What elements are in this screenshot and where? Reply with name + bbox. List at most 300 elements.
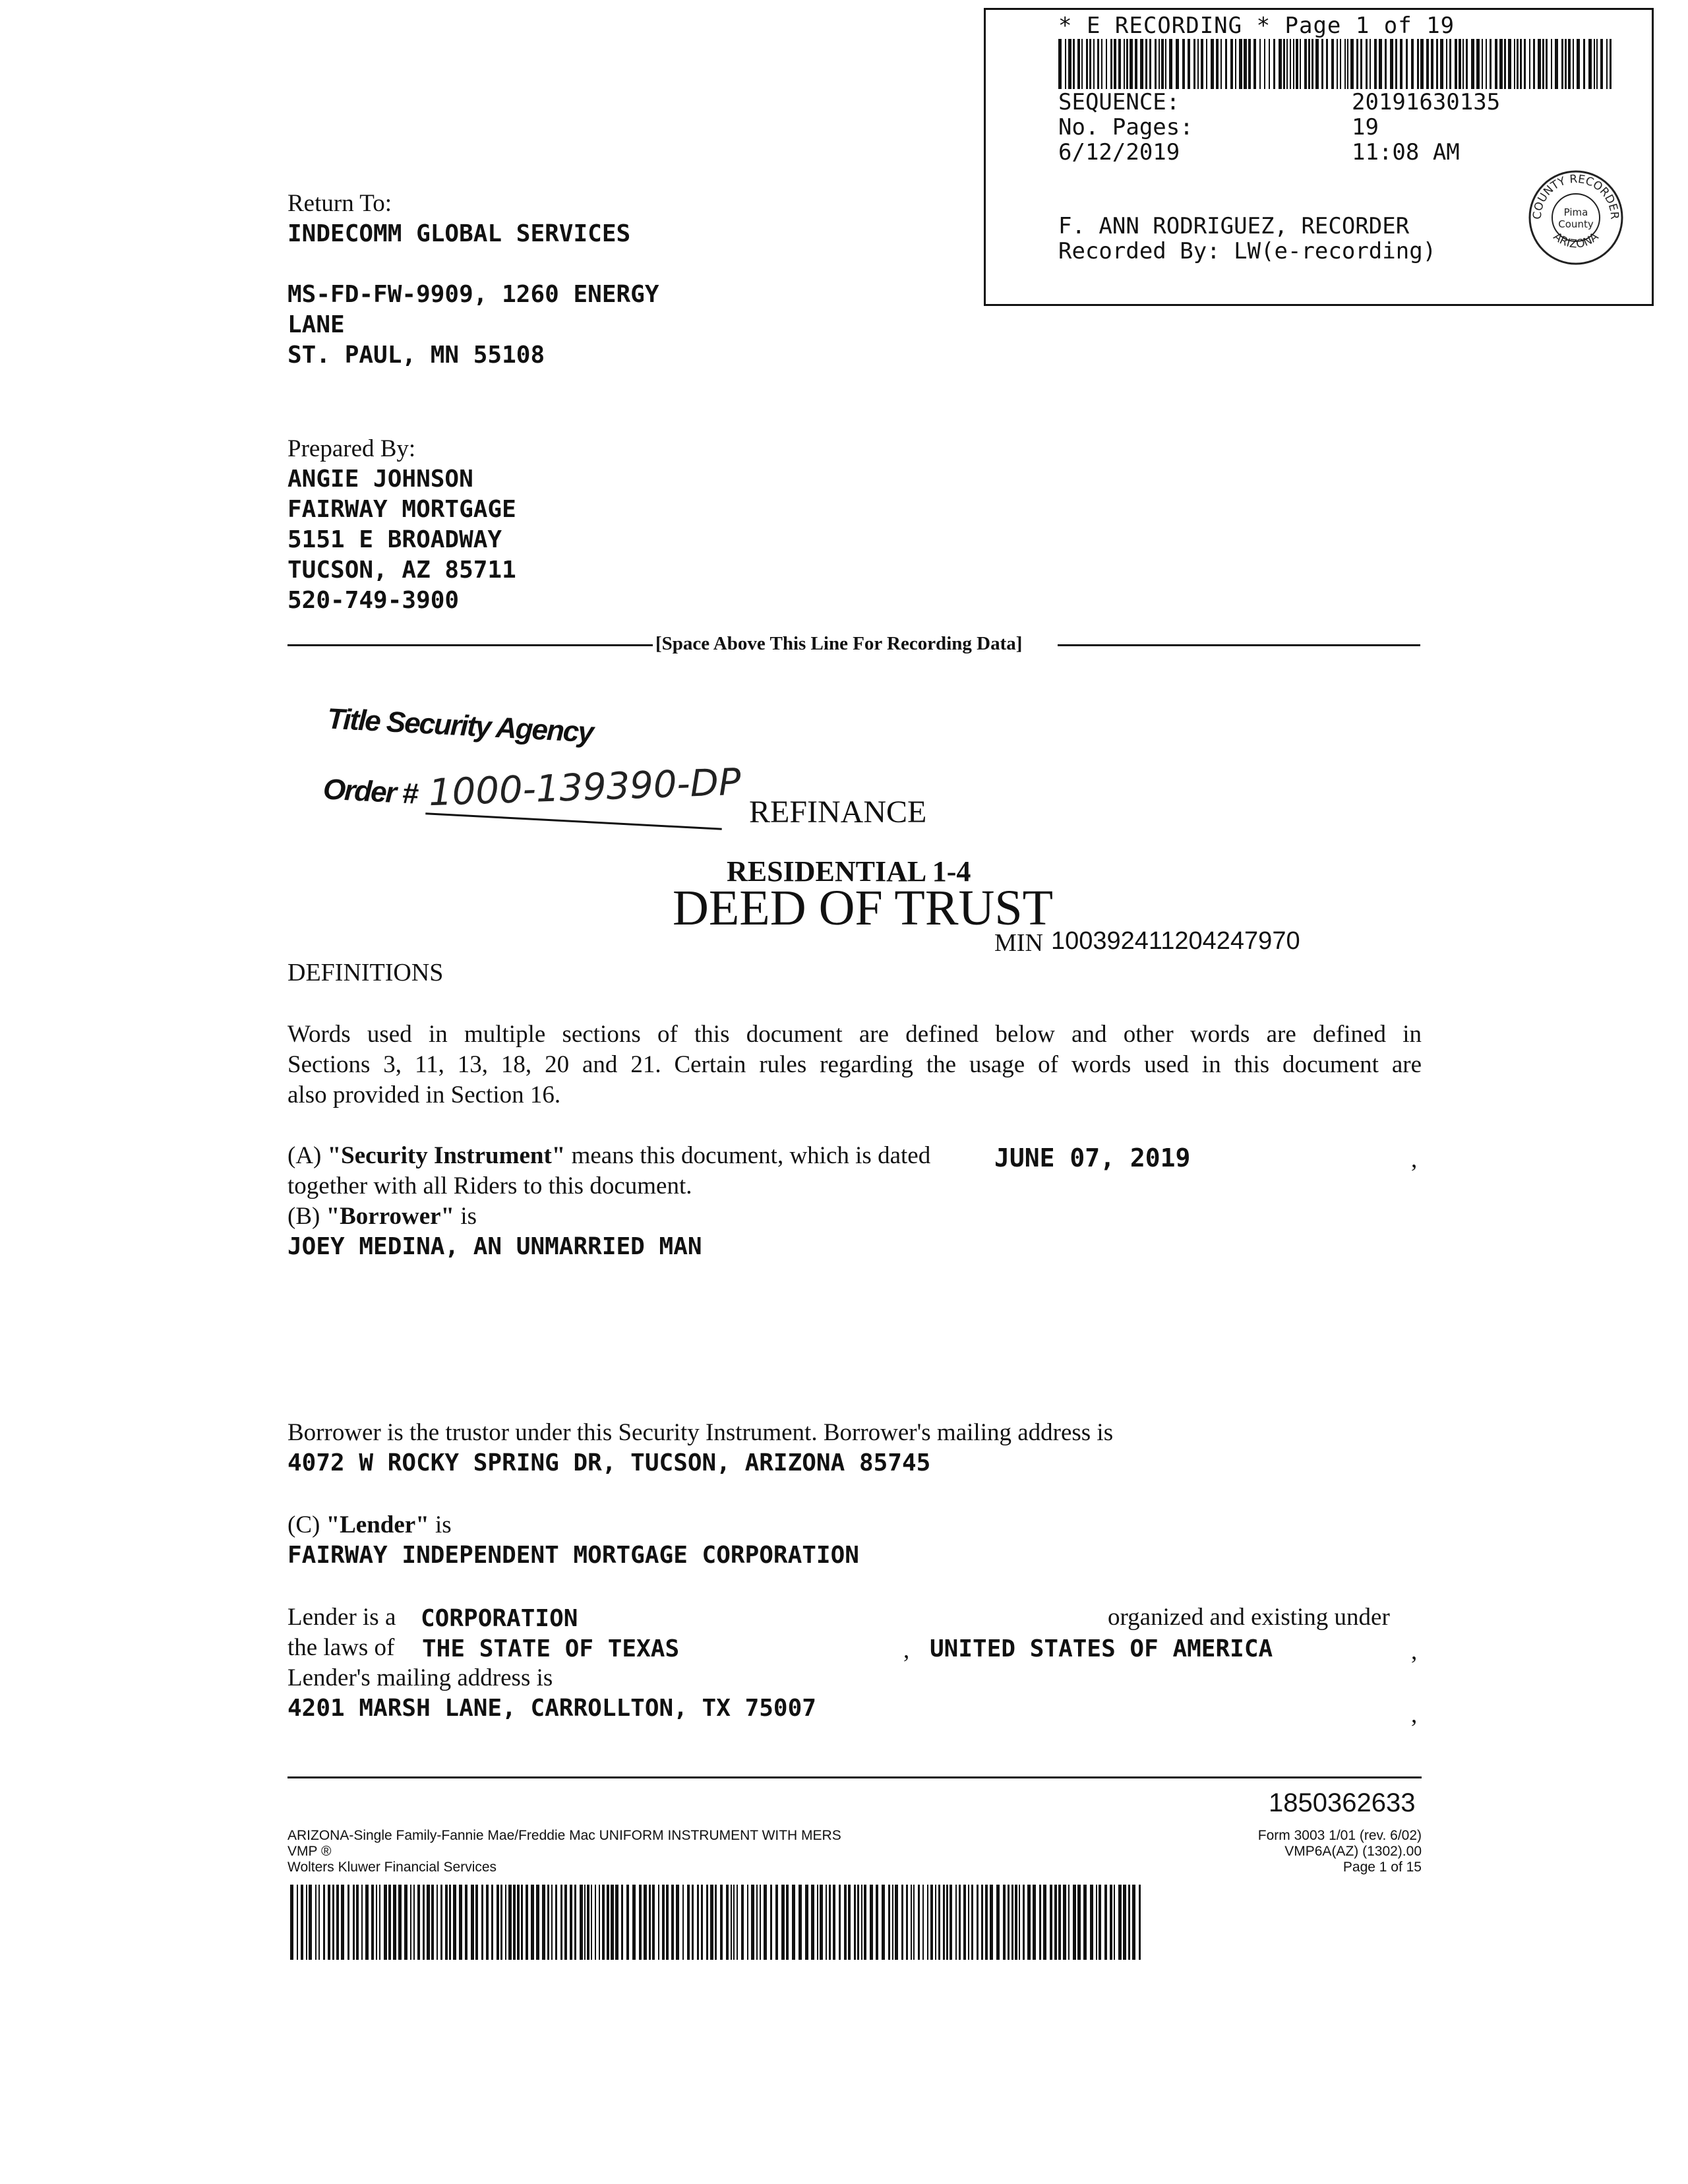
barcode-bar	[1101, 39, 1102, 89]
barcode-bar	[1065, 39, 1066, 89]
lender-address-end-comma: ,	[1411, 1701, 1418, 1728]
barcode-bar	[1253, 39, 1256, 89]
barcode-bar	[445, 1885, 448, 1960]
barcode-bar	[666, 1885, 669, 1960]
lender-country-end-comma: ,	[1411, 1638, 1418, 1665]
barcode-bar	[453, 1885, 456, 1960]
barcode-bar	[564, 1885, 567, 1960]
barcode-bar	[1449, 39, 1451, 89]
barcode-bar	[1610, 39, 1612, 89]
barcode-bar	[621, 1885, 623, 1960]
barcode-bar	[1347, 39, 1348, 89]
barcode-bar	[1482, 39, 1483, 89]
barcode-bar	[1201, 39, 1203, 89]
barcode-bar	[1139, 1885, 1141, 1960]
definitions-intro-2: Sections 3, 11, 13, 18, 20 and 21. Certain rules regarding the usage of words used in this document are	[287, 1051, 1422, 1078]
barcode-bar	[365, 1885, 369, 1960]
barcode-bar	[760, 1885, 761, 1960]
seal-top-text: COUNTY RECORDER	[1530, 172, 1621, 220]
pages-label: No. Pages:	[1058, 114, 1193, 140]
barcode-bar	[536, 1885, 539, 1960]
min-label: MIN	[994, 929, 1043, 957]
barcode-bar	[1011, 1885, 1013, 1960]
barcode-bar	[1308, 39, 1310, 89]
barcode-bar	[1086, 39, 1088, 89]
barcode-bar	[1239, 39, 1242, 89]
barcode-bar	[697, 1885, 699, 1960]
barcode-bar	[1140, 39, 1143, 89]
barcode-bar	[741, 1885, 744, 1960]
barcode-bar	[1097, 39, 1099, 89]
barcode-bar	[1542, 39, 1544, 89]
barcode-bar	[652, 1885, 655, 1960]
barcode-bar	[1089, 39, 1091, 89]
definitions-intro-3: also provided in Section 16.	[287, 1081, 561, 1108]
barcode-bar	[971, 1885, 973, 1960]
barcode-bar	[1573, 39, 1574, 89]
agency-stamp: Title Security Agency	[326, 702, 594, 749]
barcode-bar	[1073, 1885, 1076, 1960]
barcode-bar	[1188, 39, 1190, 89]
prepared-by-line3: 5151 E BROADWAY	[287, 526, 502, 553]
barcode-bar	[551, 1885, 553, 1960]
barcode-bar	[465, 1885, 467, 1960]
barcode-bar	[676, 1885, 679, 1960]
barcode-bar	[500, 1885, 502, 1960]
recorder-name: F. ANN RODRIGUEZ, RECORDER	[1058, 213, 1410, 239]
footer-barcode	[290, 1885, 1141, 1960]
title-main: DEED OF TRUST	[673, 880, 1054, 936]
barcode-bar	[1555, 39, 1558, 89]
barcode-bar	[347, 1885, 349, 1960]
barcode-bar	[844, 1885, 847, 1960]
barcode-bar	[1568, 39, 1571, 89]
barcode-bar	[1206, 39, 1207, 89]
barcode-bar	[1577, 39, 1580, 89]
barcode-bar	[611, 1885, 614, 1960]
barcode-bar	[332, 1885, 334, 1960]
barcode-bar	[895, 1885, 898, 1960]
barcode-bar	[1499, 39, 1503, 89]
lender-is-a: Lender is a	[287, 1604, 396, 1631]
barcode-bar	[938, 1885, 940, 1960]
barcode-bar	[379, 1885, 380, 1960]
min-value: 100392411204247970	[1051, 927, 1300, 955]
barcode-bar	[833, 1885, 835, 1960]
barcode-bar	[309, 1885, 312, 1960]
barcode-bar	[1390, 39, 1393, 89]
barcode-bar	[1063, 1885, 1066, 1960]
barcode-bar	[918, 1885, 920, 1960]
barcode-bar	[599, 1885, 600, 1960]
barcode-bar	[1440, 39, 1443, 89]
barcode-bar	[526, 1885, 528, 1960]
barcode-bar	[1273, 39, 1275, 89]
barcode-bar	[1235, 39, 1236, 89]
definition-a-text: means this document, which is dated	[565, 1142, 931, 1169]
footer-right-3: Page 1 of 15	[1342, 1860, 1422, 1875]
barcode-bar	[911, 1885, 912, 1960]
prepared-by-line4: TUCSON, AZ 85711	[287, 557, 516, 584]
definition-c-text: is	[429, 1511, 452, 1538]
barcode-bar	[1104, 1885, 1107, 1960]
barcode-bar	[1486, 39, 1487, 89]
barcode-bar	[1411, 39, 1414, 89]
seal-bottom-text: ARIZONA	[1550, 229, 1602, 251]
barcode-bar	[1426, 39, 1429, 89]
barcode-bar	[356, 1885, 359, 1960]
barcode-bar	[1244, 39, 1247, 89]
barcode-bar	[547, 1885, 549, 1960]
barcode-bar	[1090, 1885, 1093, 1960]
barcode-bar	[1155, 39, 1157, 89]
barcode-bar	[1551, 39, 1552, 89]
definition-a-line2: together with all Riders to this document.	[287, 1172, 692, 1199]
barcode-bar	[1093, 39, 1095, 89]
barcode-bar	[1455, 39, 1457, 89]
barcode-bar	[371, 1885, 374, 1960]
barcode-bar	[950, 1885, 952, 1960]
barcode-bar	[417, 1885, 420, 1960]
pages-value: 19	[1352, 114, 1379, 140]
security-instrument-date: JUNE 07, 2019	[994, 1143, 1191, 1172]
barcode-bar	[1126, 39, 1128, 89]
barcode-bar	[1027, 1885, 1031, 1960]
footer-left-1: ARIZONA-Single Family-Fannie Mae/Freddie Mac UNIFORM INSTRUMENT WITH MERS	[287, 1828, 841, 1843]
barcode-bar	[1606, 39, 1608, 89]
footer-rule	[287, 1776, 1422, 1778]
barcode-bar	[1600, 39, 1603, 89]
barcode-bar	[1533, 39, 1535, 89]
barcode-bar	[602, 1885, 605, 1960]
barcode-bar	[764, 1885, 767, 1960]
barcode-bar	[323, 1885, 325, 1960]
definition-c-prefix: (C)	[287, 1511, 326, 1538]
barcode-bar	[710, 1885, 713, 1960]
barcode-bar	[632, 1885, 636, 1960]
barcode-bar	[770, 1885, 772, 1960]
barcode-bar	[649, 1885, 651, 1960]
barcode-bar	[963, 1885, 966, 1960]
barcode-bar	[955, 1885, 957, 1960]
barcode-bar	[864, 1885, 866, 1960]
laws-of-text: the laws of	[287, 1634, 395, 1661]
county-seal-icon	[1526, 168, 1625, 267]
barcode-bar	[977, 1885, 979, 1960]
barcode-bar	[1296, 39, 1298, 89]
barcode-bar	[1221, 39, 1222, 89]
barcode-bar	[756, 1885, 758, 1960]
barcode-bar	[306, 1885, 307, 1960]
barcode-bar	[1374, 39, 1377, 89]
barcode-bar	[376, 1885, 377, 1960]
return-to-line1: INDECOMM GLOBAL SERVICES	[287, 220, 631, 247]
barcode-bar	[968, 1885, 969, 1960]
barcode-bar	[1344, 39, 1346, 89]
barcode-bar	[431, 1885, 434, 1960]
barcode-bar	[1054, 1885, 1057, 1960]
barcode-bar	[1039, 1885, 1041, 1960]
barcode-bar	[542, 1885, 545, 1960]
lender-address: 4201 MARSH LANE, CARROLLTON, TX 75007	[287, 1695, 816, 1722]
barcode-bar	[1495, 39, 1497, 89]
barcode-bar	[1370, 39, 1371, 89]
barcode-bar	[1099, 1885, 1101, 1960]
barcode-bar	[817, 1885, 818, 1960]
barcode-bar	[1293, 39, 1294, 89]
barcode-bar	[1290, 39, 1291, 89]
barcode-bar	[775, 1885, 778, 1960]
barcode-bar	[1230, 39, 1233, 89]
barcode-bar	[1431, 39, 1433, 89]
barcode-bar	[615, 1885, 618, 1960]
definition-c	[287, 1510, 452, 1540]
barcode-bar	[1161, 39, 1164, 89]
barcode-bar	[861, 1885, 862, 1960]
barcode-bar	[560, 1885, 562, 1960]
barcode-bar	[1248, 39, 1251, 89]
space-above-rule-left	[287, 644, 653, 646]
barcode-bar	[792, 1885, 795, 1960]
barcode-bar	[682, 1885, 684, 1960]
definition-c-term: "Lender"	[326, 1511, 429, 1538]
footer-left-2: VMP ®	[287, 1844, 332, 1859]
barcode-bar	[574, 1885, 576, 1960]
barcode-bar	[1211, 39, 1214, 89]
barcode-bar	[1446, 39, 1447, 89]
barcode-bar	[1114, 39, 1116, 89]
lender-mailing-label: Lender's mailing address is	[287, 1664, 553, 1691]
barcode-bar	[607, 1885, 609, 1960]
barcode-bar	[595, 1885, 596, 1960]
barcode-bar	[1356, 39, 1358, 89]
barcode-bar	[1436, 39, 1438, 89]
barcode-bar	[521, 1885, 523, 1960]
barcode-bar	[1106, 39, 1107, 89]
barcode-bar	[935, 1885, 936, 1960]
barcode-bar	[839, 1885, 841, 1960]
barcode-bar	[1315, 39, 1319, 89]
barcode-bar	[1594, 39, 1595, 89]
barcode-bar	[1517, 39, 1519, 89]
barcode-bar	[413, 1885, 415, 1960]
barcode-bar	[981, 1885, 983, 1960]
barcode-bar	[555, 1885, 557, 1960]
barcode-bar	[1003, 1885, 1006, 1960]
barcode-bar	[658, 1885, 659, 1960]
recording-header: * E RECORDING * Page 1 of 19	[1058, 13, 1455, 39]
barcode-bar	[1300, 39, 1301, 89]
barcode-bar	[644, 1885, 647, 1960]
barcode-bar	[751, 1885, 754, 1960]
barcode-bar	[1514, 39, 1515, 89]
barcode-bar	[687, 1885, 690, 1960]
barcode-bar	[384, 1885, 387, 1960]
barcode-bar	[471, 1885, 474, 1960]
barcode-bar	[1529, 39, 1530, 89]
prepared-by-line2: FAIRWAY MORTGAGE	[287, 496, 516, 523]
refinance-label: REFINANCE	[749, 795, 927, 830]
barcode-bar	[1385, 39, 1387, 89]
barcode-bar	[1379, 39, 1382, 89]
space-above-rule-right	[1058, 644, 1420, 646]
return-to-label: Return To:	[287, 190, 392, 217]
barcode-bar	[570, 1885, 572, 1960]
barcode-bar	[398, 1885, 402, 1960]
return-to-line3: LANE	[287, 311, 345, 338]
barcode-bar	[361, 1885, 363, 1960]
barcode-bar	[1123, 1885, 1126, 1960]
barcode-bar	[591, 1885, 592, 1960]
barcode-bar	[427, 1885, 430, 1960]
barcode-bar	[1490, 39, 1492, 89]
lender-name: FAIRWAY INDEPENDENT MORTGAGE CORPORATION	[287, 1542, 859, 1569]
barcode-bar	[1114, 1885, 1115, 1960]
barcode-bar	[1583, 39, 1585, 89]
barcode-bar	[1340, 39, 1341, 89]
barcode-bar	[404, 1885, 407, 1960]
barcode-bar	[996, 1885, 1000, 1960]
barcode-bar	[1283, 39, 1285, 89]
prepared-by-line1: ANGIE JOHNSON	[287, 466, 473, 493]
seal-center-2: County	[1558, 218, 1594, 230]
definition-a-term: "Security Instrument"	[327, 1142, 566, 1169]
barcode-bar	[870, 1885, 873, 1960]
barcode-bar	[1058, 1885, 1061, 1960]
prepared-by-line5: 520-749-3900	[287, 587, 460, 614]
barcode-bar	[486, 1885, 489, 1960]
definitions-heading: DEFINITIONS	[287, 959, 444, 986]
lender-state: THE STATE OF TEXAS	[422, 1635, 680, 1662]
definition-b-text: is	[454, 1203, 477, 1230]
barcode-bar	[733, 1885, 735, 1960]
barcode-bar	[715, 1885, 717, 1960]
barcode-bar	[1279, 39, 1282, 89]
borrower-trustor-text: Borrower is the trustor under this Security Instrument. Borrower's mailing address is	[287, 1419, 1114, 1446]
barcode-bar	[826, 1885, 827, 1960]
barcode-bar	[1149, 39, 1151, 89]
barcode-bar	[1128, 1885, 1130, 1960]
barcode-bar	[1050, 1885, 1052, 1960]
barcode-bar	[1466, 39, 1468, 89]
barcode-bar	[1081, 39, 1083, 89]
barcode-bar	[513, 1885, 516, 1960]
barcode-bar	[1182, 39, 1185, 89]
sequence-value: 20191630135	[1352, 89, 1501, 115]
barcode-bar	[888, 1885, 890, 1960]
barcode-bar	[857, 1885, 859, 1960]
barcode-bar	[423, 1885, 425, 1960]
barcode-bar	[1118, 39, 1121, 89]
seal-center-1: Pima	[1563, 206, 1588, 218]
barcode-bar	[1504, 39, 1506, 89]
barcode-bar	[1565, 39, 1567, 89]
barcode-bar	[1096, 1885, 1097, 1960]
order-label: Order #	[322, 773, 418, 810]
barcode-bar	[626, 1885, 629, 1960]
barcode-bar	[946, 1885, 948, 1960]
barcode-bar	[1023, 1885, 1025, 1960]
title-sub: RESIDENTIAL 1-4	[727, 855, 971, 888]
barcode-bar	[985, 1885, 988, 1960]
barcode-bar	[1524, 39, 1526, 89]
barcode-bar	[1508, 39, 1511, 89]
barcode-bar	[1043, 1885, 1046, 1960]
space-above-text: [Space Above This Line For Recording Data]	[655, 633, 1023, 654]
barcode-bar	[1077, 1885, 1081, 1960]
definitions-intro-1: Words used in multiple sections of this document are defined below and other words are defined in	[287, 1021, 1422, 1048]
barcode-bar	[1337, 39, 1338, 89]
barcode-bar	[662, 1885, 665, 1960]
barcode-bar	[1216, 39, 1219, 89]
footer-right-2: VMP6A(AZ) (1302).00	[1284, 1844, 1422, 1859]
barcode-bar	[1118, 1885, 1122, 1960]
barcode-bar	[906, 1885, 908, 1960]
barcode-bar	[1395, 39, 1397, 89]
barcode-bar	[1264, 39, 1265, 89]
barcode-bar	[901, 1885, 903, 1960]
barcode-bar	[1169, 39, 1172, 89]
barcode-bar	[1417, 39, 1419, 89]
barcode-bar	[892, 1885, 893, 1960]
barcode-bar	[731, 1885, 732, 1960]
barcode-bar	[786, 1885, 789, 1960]
barcode-bar	[1159, 39, 1160, 89]
barcode-bar	[811, 1885, 814, 1960]
barcode-bar	[1008, 1885, 1010, 1960]
barcode-bar	[1225, 39, 1227, 89]
barcode-bar	[1132, 1885, 1135, 1960]
barcode-bar	[517, 1885, 520, 1960]
barcode-bar	[692, 1885, 694, 1960]
barcode-bar	[1546, 39, 1548, 89]
definition-a-prefix: (A)	[287, 1142, 328, 1169]
barcode-bar	[1077, 39, 1080, 89]
barcode-bar	[1311, 39, 1313, 89]
barcode-bar	[497, 1885, 499, 1960]
barcode-bar	[726, 1885, 729, 1960]
barcode-bar	[1406, 39, 1408, 89]
barcode-bar	[410, 1885, 411, 1960]
barcode-bar	[1015, 1885, 1017, 1960]
barcode-bar	[1596, 39, 1598, 89]
barcode-bar	[927, 1885, 928, 1960]
barcode-bar	[1476, 39, 1480, 89]
barcode-bar	[290, 1885, 293, 1960]
barcode-bar	[1197, 39, 1199, 89]
borrower-address: 4072 W ROCKY SPRING DR, TUCSON, ARIZONA 85745	[287, 1449, 931, 1476]
barcode-bar	[587, 1885, 589, 1960]
barcode-bar	[1058, 39, 1062, 89]
barcode-bar	[876, 1885, 878, 1960]
definition-a-comma: ,	[1411, 1146, 1418, 1173]
barcode-bar	[959, 1885, 961, 1960]
definition-b	[287, 1201, 477, 1232]
barcode-bar	[1124, 39, 1125, 89]
recording-barcode	[1058, 39, 1612, 89]
barcode-bar	[1073, 39, 1075, 89]
barcode-bar	[508, 1885, 512, 1960]
footer-left-3: Wolters Kluwer Financial Services	[287, 1860, 497, 1875]
barcode-bar	[1068, 39, 1071, 89]
barcode-bar	[297, 1885, 298, 1960]
barcode-bar	[315, 1885, 316, 1960]
definition-a	[287, 1141, 930, 1171]
recorded-by: Recorded By: LW(e-recording)	[1058, 238, 1437, 264]
barcode-bar	[943, 1885, 945, 1960]
barcode-bar	[671, 1885, 674, 1960]
borrower-name: JOEY MEDINA, AN UNMARRIED MAN	[287, 1233, 702, 1260]
